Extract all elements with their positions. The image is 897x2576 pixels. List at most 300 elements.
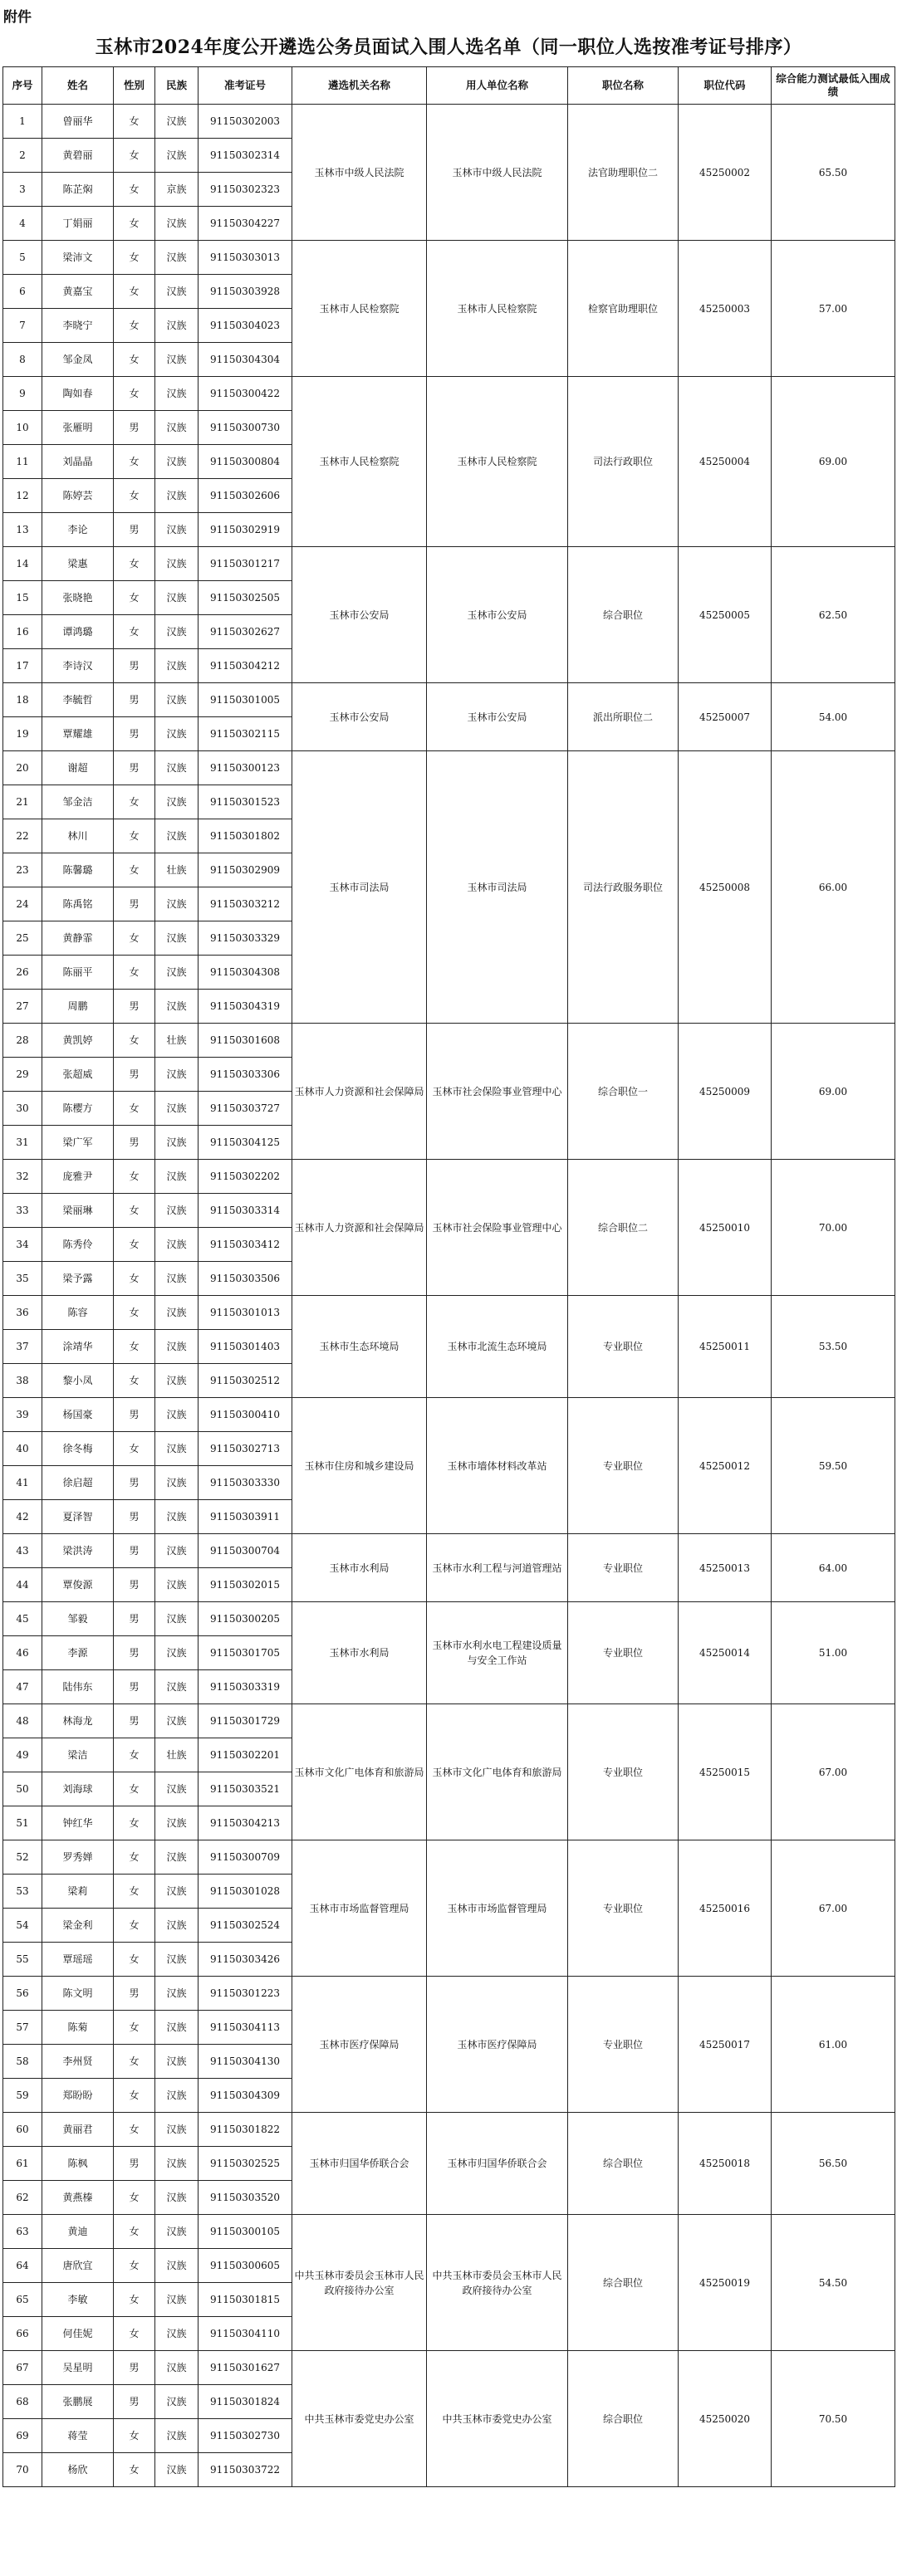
cell-no: 42 bbox=[3, 1500, 42, 1534]
cell-unit: 玉林市中级人民法院 bbox=[427, 105, 568, 241]
cell-name: 杨欣 bbox=[42, 2453, 114, 2487]
cell-name: 黄凯婷 bbox=[42, 1024, 114, 1058]
header-cell-unit: 用人单位名称 bbox=[427, 67, 568, 105]
cell-name: 刘海球 bbox=[42, 1772, 114, 1806]
cell-no: 41 bbox=[3, 1466, 42, 1500]
cell-score: 66.00 bbox=[772, 751, 895, 1024]
cell-exam-id: 91150301013 bbox=[199, 1296, 292, 1330]
cell-no: 66 bbox=[3, 2317, 42, 2351]
cell-gender: 女 bbox=[114, 105, 155, 139]
cell-exam-id: 91150301627 bbox=[199, 2351, 292, 2385]
cell-unit: 玉林市北流生态环境局 bbox=[427, 1296, 568, 1398]
cell-unit: 玉林市水利工程与河道管理站 bbox=[427, 1534, 568, 1602]
cell-name: 黄丽君 bbox=[42, 2113, 114, 2147]
cell-gender: 女 bbox=[114, 1840, 155, 1875]
cell-ethnic: 汉族 bbox=[155, 921, 199, 956]
table-row bbox=[3, 1704, 895, 1738]
cell-no: 21 bbox=[3, 785, 42, 819]
cell-no: 10 bbox=[3, 411, 42, 445]
cell-exam-id: 91150301815 bbox=[199, 2283, 292, 2317]
cell-name: 蒋莹 bbox=[42, 2419, 114, 2453]
cell-exam-id: 91150302730 bbox=[199, 2419, 292, 2453]
cell-name: 黄燕榛 bbox=[42, 2181, 114, 2215]
cell-name: 陈禹铭 bbox=[42, 887, 114, 921]
cell-ethnic: 京族 bbox=[155, 173, 199, 207]
cell-code: 45250016 bbox=[679, 1840, 772, 1977]
cell-gender: 女 bbox=[114, 1160, 155, 1194]
cell-score: 67.00 bbox=[772, 1840, 895, 1977]
table-header bbox=[3, 67, 895, 105]
cell-no: 48 bbox=[3, 1704, 42, 1738]
cell-exam-id: 91150302606 bbox=[199, 479, 292, 513]
cell-exam-id: 91150300410 bbox=[199, 1398, 292, 1432]
cell-name: 庞雅尹 bbox=[42, 1160, 114, 1194]
cell-gender: 女 bbox=[114, 2453, 155, 2487]
cell-ethnic: 汉族 bbox=[155, 547, 199, 581]
cell-no: 55 bbox=[3, 1943, 42, 1977]
cell-name: 周鹏 bbox=[42, 990, 114, 1024]
cell-ethnic: 汉族 bbox=[155, 581, 199, 615]
cell-ethnic: 汉族 bbox=[155, 2385, 199, 2419]
cell-ethnic: 汉族 bbox=[155, 819, 199, 853]
table-row bbox=[3, 547, 895, 581]
cell-no: 40 bbox=[3, 1432, 42, 1466]
cell-gender: 女 bbox=[114, 1194, 155, 1228]
cell-no: 29 bbox=[3, 1058, 42, 1092]
cell-gender: 女 bbox=[114, 445, 155, 479]
cell-position: 司法行政职位 bbox=[568, 377, 679, 547]
cell-score: 69.00 bbox=[772, 1024, 895, 1160]
cell-unit: 玉林市公安局 bbox=[427, 547, 568, 683]
cell-gender: 男 bbox=[114, 887, 155, 921]
cell-no: 61 bbox=[3, 2147, 42, 2181]
cell-exam-id: 91150302505 bbox=[199, 581, 292, 615]
cell-name: 陈樱方 bbox=[42, 1092, 114, 1126]
table-row bbox=[3, 2215, 895, 2249]
cell-gender: 男 bbox=[114, 717, 155, 751]
cell-ethnic: 汉族 bbox=[155, 1432, 199, 1466]
cell-ethnic: 汉族 bbox=[155, 1840, 199, 1875]
cell-exam-id: 91150302202 bbox=[199, 1160, 292, 1194]
cell-no: 52 bbox=[3, 1840, 42, 1875]
cell-ethnic: 汉族 bbox=[155, 2079, 199, 2113]
cell-ethnic: 汉族 bbox=[155, 1772, 199, 1806]
cell-exam-id: 91150304130 bbox=[199, 2045, 292, 2079]
cell-ethnic: 汉族 bbox=[155, 1568, 199, 1602]
cell-position: 综合职位 bbox=[568, 2215, 679, 2351]
cell-unit: 玉林市社会保险事业管理中心 bbox=[427, 1160, 568, 1296]
header-cell-code: 职位代码 bbox=[679, 67, 772, 105]
cell-position: 综合职位 bbox=[568, 2113, 679, 2215]
cell-name: 陈芷焖 bbox=[42, 173, 114, 207]
cell-gender: 女 bbox=[114, 2181, 155, 2215]
cell-exam-id: 91150301729 bbox=[199, 1704, 292, 1738]
cell-position: 专业职位 bbox=[568, 1398, 679, 1534]
header-row bbox=[3, 67, 895, 105]
cell-score: 65.50 bbox=[772, 105, 895, 241]
cell-no: 33 bbox=[3, 1194, 42, 1228]
cell-ethnic: 汉族 bbox=[155, 241, 199, 275]
cell-gender: 男 bbox=[114, 1058, 155, 1092]
cell-no: 14 bbox=[3, 547, 42, 581]
cell-ethnic: 汉族 bbox=[155, 1670, 199, 1704]
cell-gender: 女 bbox=[114, 956, 155, 990]
cell-ethnic: 汉族 bbox=[155, 2453, 199, 2487]
cell-code: 45250017 bbox=[679, 1977, 772, 2113]
cell-name: 陈秀伶 bbox=[42, 1228, 114, 1262]
cell-no: 68 bbox=[3, 2385, 42, 2419]
cell-name: 徐冬梅 bbox=[42, 1432, 114, 1466]
cell-no: 50 bbox=[3, 1772, 42, 1806]
cell-exam-id: 91150303520 bbox=[199, 2181, 292, 2215]
cell-position: 专业职位 bbox=[568, 1840, 679, 1977]
cell-code: 45250013 bbox=[679, 1534, 772, 1602]
cell-name: 张晓艳 bbox=[42, 581, 114, 615]
cell-exam-id: 91150300422 bbox=[199, 377, 292, 411]
cell-no: 36 bbox=[3, 1296, 42, 1330]
cell-exam-id: 91150301802 bbox=[199, 819, 292, 853]
cell-no: 32 bbox=[3, 1160, 42, 1194]
cell-no: 45 bbox=[3, 1602, 42, 1636]
cell-no: 46 bbox=[3, 1636, 42, 1670]
cell-no: 54 bbox=[3, 1909, 42, 1943]
cell-unit: 玉林市医疗保障局 bbox=[427, 1977, 568, 2113]
cell-gender: 男 bbox=[114, 1466, 155, 1500]
cell-exam-id: 91150301523 bbox=[199, 785, 292, 819]
cell-code: 45250005 bbox=[679, 547, 772, 683]
table-body bbox=[3, 105, 895, 2487]
cell-no: 62 bbox=[3, 2181, 42, 2215]
cell-exam-id: 91150304212 bbox=[199, 649, 292, 683]
cell-gender: 女 bbox=[114, 343, 155, 377]
table-row bbox=[3, 1024, 895, 1058]
cell-no: 60 bbox=[3, 2113, 42, 2147]
cell-no: 19 bbox=[3, 717, 42, 751]
cell-no: 8 bbox=[3, 343, 42, 377]
cell-exam-id: 91150302115 bbox=[199, 717, 292, 751]
cell-gender: 女 bbox=[114, 921, 155, 956]
cell-gender: 男 bbox=[114, 1602, 155, 1636]
cell-no: 18 bbox=[3, 683, 42, 717]
cell-no: 69 bbox=[3, 2419, 42, 2453]
cell-agency: 中共玉林市委员会玉林市人民政府接待办公室 bbox=[292, 2215, 427, 2351]
cell-no: 67 bbox=[3, 2351, 42, 2385]
cell-gender: 男 bbox=[114, 2385, 155, 2419]
cell-ethnic: 汉族 bbox=[155, 513, 199, 547]
cell-name: 梁予露 bbox=[42, 1262, 114, 1296]
cell-exam-id: 91150302015 bbox=[199, 1568, 292, 1602]
cell-ethnic: 汉族 bbox=[155, 1466, 199, 1500]
cell-gender: 男 bbox=[114, 990, 155, 1024]
cell-name: 邹毅 bbox=[42, 1602, 114, 1636]
cell-no: 22 bbox=[3, 819, 42, 853]
cell-score: 57.00 bbox=[772, 241, 895, 377]
cell-gender: 女 bbox=[114, 1738, 155, 1772]
cell-name: 梁莉 bbox=[42, 1875, 114, 1909]
cell-ethnic: 汉族 bbox=[155, 309, 199, 343]
cell-unit: 玉林市市场监督管理局 bbox=[427, 1840, 568, 1977]
cell-exam-id: 91150303306 bbox=[199, 1058, 292, 1092]
cell-no: 65 bbox=[3, 2283, 42, 2317]
cell-name: 陈菊 bbox=[42, 2011, 114, 2045]
cell-ethnic: 汉族 bbox=[155, 683, 199, 717]
cell-gender: 女 bbox=[114, 1943, 155, 1977]
cell-gender: 男 bbox=[114, 1670, 155, 1704]
cell-exam-id: 91150303330 bbox=[199, 1466, 292, 1500]
cell-ethnic: 汉族 bbox=[155, 1943, 199, 1977]
cell-no: 11 bbox=[3, 445, 42, 479]
cell-code: 45250010 bbox=[679, 1160, 772, 1296]
cell-ethnic: 汉族 bbox=[155, 1909, 199, 1943]
cell-ethnic: 壮族 bbox=[155, 1024, 199, 1058]
table-row bbox=[3, 1977, 895, 2011]
cell-no: 47 bbox=[3, 1670, 42, 1704]
cell-name: 邹金凤 bbox=[42, 343, 114, 377]
cell-gender: 女 bbox=[114, 1772, 155, 1806]
cell-name: 唐欣宜 bbox=[42, 2249, 114, 2283]
cell-name: 夏泽智 bbox=[42, 1500, 114, 1534]
cell-no: 3 bbox=[3, 173, 42, 207]
cell-ethnic: 汉族 bbox=[155, 717, 199, 751]
cell-unit: 玉林市归国华侨联合会 bbox=[427, 2113, 568, 2215]
cell-gender: 女 bbox=[114, 309, 155, 343]
table-row bbox=[3, 683, 895, 717]
cell-ethnic: 汉族 bbox=[155, 1602, 199, 1636]
cell-exam-id: 91150301223 bbox=[199, 1977, 292, 2011]
cell-ethnic: 汉族 bbox=[155, 785, 199, 819]
cell-ethnic: 汉族 bbox=[155, 751, 199, 785]
cell-agency: 玉林市公安局 bbox=[292, 683, 427, 751]
cell-gender: 女 bbox=[114, 377, 155, 411]
table-row bbox=[3, 2113, 895, 2147]
cell-exam-id: 91150301822 bbox=[199, 2113, 292, 2147]
cell-agency: 中共玉林市委党史办公室 bbox=[292, 2351, 427, 2487]
cell-no: 28 bbox=[3, 1024, 42, 1058]
cell-name: 陆伟东 bbox=[42, 1670, 114, 1704]
cell-gender: 女 bbox=[114, 139, 155, 173]
cell-exam-id: 91150302323 bbox=[199, 173, 292, 207]
cell-ethnic: 汉族 bbox=[155, 139, 199, 173]
cell-agency: 玉林市水利局 bbox=[292, 1534, 427, 1602]
cell-name: 涂靖华 bbox=[42, 1330, 114, 1364]
cell-name: 曾丽华 bbox=[42, 105, 114, 139]
cell-ethnic: 汉族 bbox=[155, 1228, 199, 1262]
cell-ethnic: 汉族 bbox=[155, 2317, 199, 2351]
cell-ethnic: 汉族 bbox=[155, 2419, 199, 2453]
cell-ethnic: 汉族 bbox=[155, 1704, 199, 1738]
header-cell-gender: 性别 bbox=[114, 67, 155, 105]
cell-exam-id: 91150300123 bbox=[199, 751, 292, 785]
cell-ethnic: 汉族 bbox=[155, 1534, 199, 1568]
cell-gender: 女 bbox=[114, 1875, 155, 1909]
cell-exam-id: 91150300605 bbox=[199, 2249, 292, 2283]
cell-no: 35 bbox=[3, 1262, 42, 1296]
cell-no: 9 bbox=[3, 377, 42, 411]
cell-exam-id: 91150304023 bbox=[199, 309, 292, 343]
cell-ethnic: 汉族 bbox=[155, 1636, 199, 1670]
candidate-table bbox=[2, 66, 895, 2487]
cell-ethnic: 汉族 bbox=[155, 479, 199, 513]
cell-name: 梁惠 bbox=[42, 547, 114, 581]
cell-no: 7 bbox=[3, 309, 42, 343]
cell-ethnic: 汉族 bbox=[155, 343, 199, 377]
cell-ethnic: 汉族 bbox=[155, 411, 199, 445]
cell-name: 梁沛文 bbox=[42, 241, 114, 275]
cell-name: 陈容 bbox=[42, 1296, 114, 1330]
cell-ethnic: 汉族 bbox=[155, 2181, 199, 2215]
cell-gender: 男 bbox=[114, 1126, 155, 1160]
cell-exam-id: 91150303319 bbox=[199, 1670, 292, 1704]
cell-name: 谭鸿璐 bbox=[42, 615, 114, 649]
cell-agency: 玉林市人民检察院 bbox=[292, 377, 427, 547]
cell-exam-id: 91150302512 bbox=[199, 1364, 292, 1398]
cell-exam-id: 91150300704 bbox=[199, 1534, 292, 1568]
cell-gender: 女 bbox=[114, 1228, 155, 1262]
cell-name: 李毓哲 bbox=[42, 683, 114, 717]
cell-name: 张超威 bbox=[42, 1058, 114, 1092]
cell-unit: 玉林市文化广电体育和旅游局 bbox=[427, 1704, 568, 1840]
cell-ethnic: 汉族 bbox=[155, 956, 199, 990]
cell-no: 63 bbox=[3, 2215, 42, 2249]
cell-ethnic: 汉族 bbox=[155, 1330, 199, 1364]
cell-exam-id: 91150300105 bbox=[199, 2215, 292, 2249]
cell-position: 法官助理职位二 bbox=[568, 105, 679, 241]
cell-ethnic: 汉族 bbox=[155, 377, 199, 411]
cell-unit: 玉林市人民检察院 bbox=[427, 241, 568, 377]
cell-gender: 女 bbox=[114, 1909, 155, 1943]
cell-no: 23 bbox=[3, 853, 42, 887]
cell-name: 黄碧丽 bbox=[42, 139, 114, 173]
cell-no: 39 bbox=[3, 1398, 42, 1432]
cell-exam-id: 91150303727 bbox=[199, 1092, 292, 1126]
page-title: 玉林市2024年度公开遴选公务员面试入围人选名单（同一职位人选按准考证号排序） bbox=[95, 37, 802, 58]
table-row bbox=[3, 1160, 895, 1194]
cell-ethnic: 汉族 bbox=[155, 2011, 199, 2045]
cell-ethnic: 汉族 bbox=[155, 1398, 199, 1432]
cell-no: 15 bbox=[3, 581, 42, 615]
cell-no: 27 bbox=[3, 990, 42, 1024]
cell-no: 37 bbox=[3, 1330, 42, 1364]
cell-gender: 女 bbox=[114, 1024, 155, 1058]
cell-ethnic: 汉族 bbox=[155, 275, 199, 309]
cell-no: 2 bbox=[3, 139, 42, 173]
cell-exam-id: 91150302909 bbox=[199, 853, 292, 887]
cell-agency: 玉林市人力资源和社会保障局 bbox=[292, 1024, 427, 1160]
cell-position: 检察官助理职位 bbox=[568, 241, 679, 377]
cell-name: 黎小凤 bbox=[42, 1364, 114, 1398]
cell-code: 45250015 bbox=[679, 1704, 772, 1840]
cell-name: 梁丽琳 bbox=[42, 1194, 114, 1228]
cell-gender: 女 bbox=[114, 2113, 155, 2147]
cell-no: 6 bbox=[3, 275, 42, 309]
cell-name: 梁广军 bbox=[42, 1126, 114, 1160]
cell-exam-id: 91150300205 bbox=[199, 1602, 292, 1636]
table-row bbox=[3, 1398, 895, 1432]
cell-gender: 女 bbox=[114, 853, 155, 887]
cell-code: 45250009 bbox=[679, 1024, 772, 1160]
cell-exam-id: 91150303013 bbox=[199, 241, 292, 275]
table-row bbox=[3, 2351, 895, 2385]
cell-name: 陈文明 bbox=[42, 1977, 114, 2011]
cell-position: 专业职位 bbox=[568, 1534, 679, 1602]
cell-unit: 玉林市人民检察院 bbox=[427, 377, 568, 547]
cell-position: 司法行政服务职位 bbox=[568, 751, 679, 1024]
cell-exam-id: 91150304319 bbox=[199, 990, 292, 1024]
cell-exam-id: 91150302919 bbox=[199, 513, 292, 547]
cell-score: 54.00 bbox=[772, 683, 895, 751]
cell-exam-id: 91150303506 bbox=[199, 1262, 292, 1296]
cell-agency: 玉林市文化广电体育和旅游局 bbox=[292, 1704, 427, 1840]
cell-no: 25 bbox=[3, 921, 42, 956]
cell-name: 陈丽平 bbox=[42, 956, 114, 990]
cell-no: 31 bbox=[3, 1126, 42, 1160]
cell-position: 综合职位 bbox=[568, 2351, 679, 2487]
cell-name: 邹金洁 bbox=[42, 785, 114, 819]
cell-name: 郑盼盼 bbox=[42, 2079, 114, 2113]
cell-ethnic: 汉族 bbox=[155, 649, 199, 683]
cell-agency: 玉林市归国华侨联合会 bbox=[292, 2113, 427, 2215]
cell-gender: 女 bbox=[114, 2045, 155, 2079]
cell-ethnic: 汉族 bbox=[155, 1262, 199, 1296]
cell-gender: 男 bbox=[114, 1977, 155, 2011]
cell-score: 51.00 bbox=[772, 1602, 895, 1704]
cell-ethnic: 壮族 bbox=[155, 1738, 199, 1772]
cell-position: 专业职位 bbox=[568, 1602, 679, 1704]
cell-agency: 玉林市医疗保障局 bbox=[292, 1977, 427, 2113]
cell-ethnic: 汉族 bbox=[155, 207, 199, 241]
cell-ethnic: 汉族 bbox=[155, 1296, 199, 1330]
cell-exam-id: 91150302003 bbox=[199, 105, 292, 139]
cell-position: 专业职位 bbox=[568, 1704, 679, 1840]
cell-name: 陈馨璐 bbox=[42, 853, 114, 887]
cell-agency: 玉林市住房和城乡建设局 bbox=[292, 1398, 427, 1534]
cell-score: 56.50 bbox=[772, 2113, 895, 2215]
cell-gender: 男 bbox=[114, 513, 155, 547]
cell-no: 58 bbox=[3, 2045, 42, 2079]
header-cell-no: 序号 bbox=[3, 67, 42, 105]
cell-gender: 女 bbox=[114, 785, 155, 819]
cell-gender: 男 bbox=[114, 1534, 155, 1568]
cell-gender: 男 bbox=[114, 751, 155, 785]
cell-score: 59.50 bbox=[772, 1398, 895, 1534]
cell-exam-id: 91150302524 bbox=[199, 1909, 292, 1943]
cell-name: 黄静霏 bbox=[42, 921, 114, 956]
cell-gender: 女 bbox=[114, 275, 155, 309]
cell-exam-id: 91150301608 bbox=[199, 1024, 292, 1058]
cell-name: 梁洁 bbox=[42, 1738, 114, 1772]
cell-ethnic: 汉族 bbox=[155, 2045, 199, 2079]
cell-name: 覃耀雄 bbox=[42, 717, 114, 751]
cell-no: 51 bbox=[3, 1806, 42, 1840]
cell-name: 罗秀婵 bbox=[42, 1840, 114, 1875]
cell-gender: 女 bbox=[114, 1330, 155, 1364]
cell-score: 69.00 bbox=[772, 377, 895, 547]
cell-name: 丁娟丽 bbox=[42, 207, 114, 241]
cell-exam-id: 91150303314 bbox=[199, 1194, 292, 1228]
cell-gender: 女 bbox=[114, 1364, 155, 1398]
header-cell-agency: 遴选机关名称 bbox=[292, 67, 427, 105]
cell-agency: 玉林市水利局 bbox=[292, 1602, 427, 1704]
cell-unit: 中共玉林市委员会玉林市人民政府接待办公室 bbox=[427, 2215, 568, 2351]
cell-no: 64 bbox=[3, 2249, 42, 2283]
cell-code: 45250012 bbox=[679, 1398, 772, 1534]
cell-unit: 玉林市水利水电工程建设质量与安全工作站 bbox=[427, 1602, 568, 1704]
cell-gender: 女 bbox=[114, 1432, 155, 1466]
cell-no: 56 bbox=[3, 1977, 42, 2011]
cell-gender: 男 bbox=[114, 1500, 155, 1534]
cell-position: 综合职位二 bbox=[568, 1160, 679, 1296]
cell-no: 13 bbox=[3, 513, 42, 547]
